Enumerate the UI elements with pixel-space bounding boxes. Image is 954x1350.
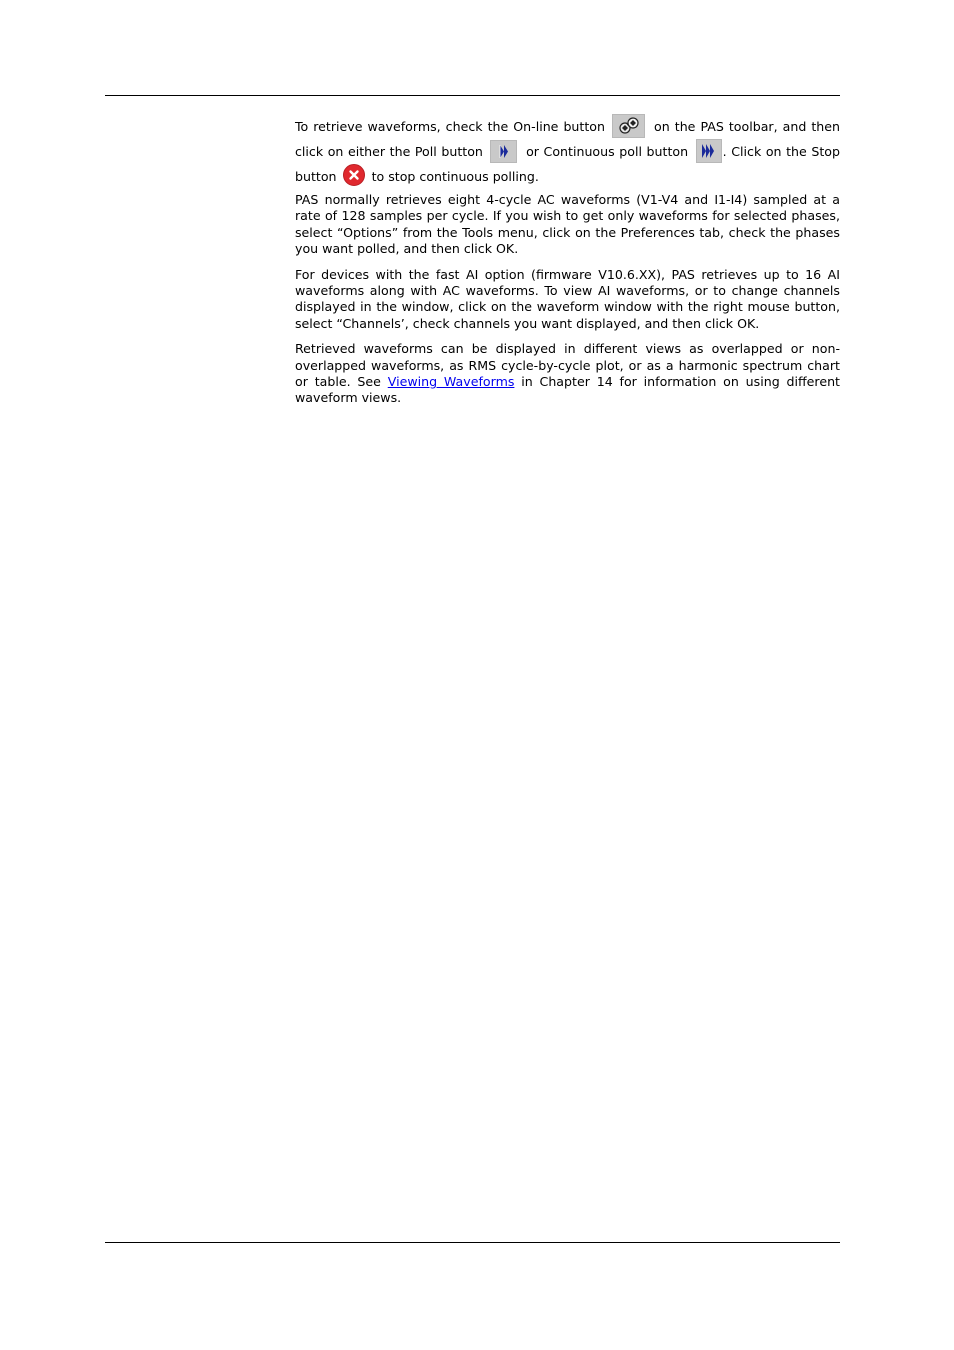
online-icon: [612, 114, 645, 138]
text-segment: to stop continuous polling.: [371, 169, 539, 184]
text-segment: . Click on the Stop button: [295, 144, 840, 184]
text-segment: To retrieve waveforms, check the On-line button: [295, 119, 605, 134]
paragraph-retrieval-defaults: PAS normally retrieves eight 4-cycle AC waveforms (V1-V4 and I1-I4) sampled at a rate of 128 samples per cycle. If you wish to get only waveforms for selected phases, select “Options” from the Tools menu, click on the Preferences tab, check the phases you want polled, and then click OK.: [295, 192, 840, 257]
paragraph-ai-waveforms: For devices with the fast AI option (firmware V10.6.XX), PAS retrieves up to 16 AI waveforms along with AC waveforms. To view AI waveforms, or to change channels displayed in the window, click on the waveform window with the right mouse button, select “Channels’, check channels you want displayed, and then click OK.: [295, 266, 840, 331]
text-segment: on the PAS toolbar, and then click on either the Poll button: [295, 119, 840, 159]
footer-rule: [105, 1242, 840, 1243]
document-body: [295, 114, 840, 416]
text-segment: in Chapter 14 for information on using different waveform views.: [295, 374, 840, 406]
paragraph-waveform-views: [295, 341, 840, 407]
viewing-waveforms-link[interactable]: Viewing Waveforms: [387, 374, 515, 390]
text-segment: Retrieved waveforms can be displayed in different views as overlapped or non-overlapped waveforms, as RMS cycle-by-cycle plot, or as a harmonic spectrum chart or table. See: [295, 341, 840, 390]
text-segment: or Continuous poll button: [526, 144, 689, 159]
header-rule: [105, 95, 840, 96]
stop-icon: [343, 164, 365, 186]
paragraph-retrieve-waveforms: [295, 114, 840, 189]
continuous-poll-icon: [696, 139, 722, 163]
poll-icon: [490, 140, 517, 163]
